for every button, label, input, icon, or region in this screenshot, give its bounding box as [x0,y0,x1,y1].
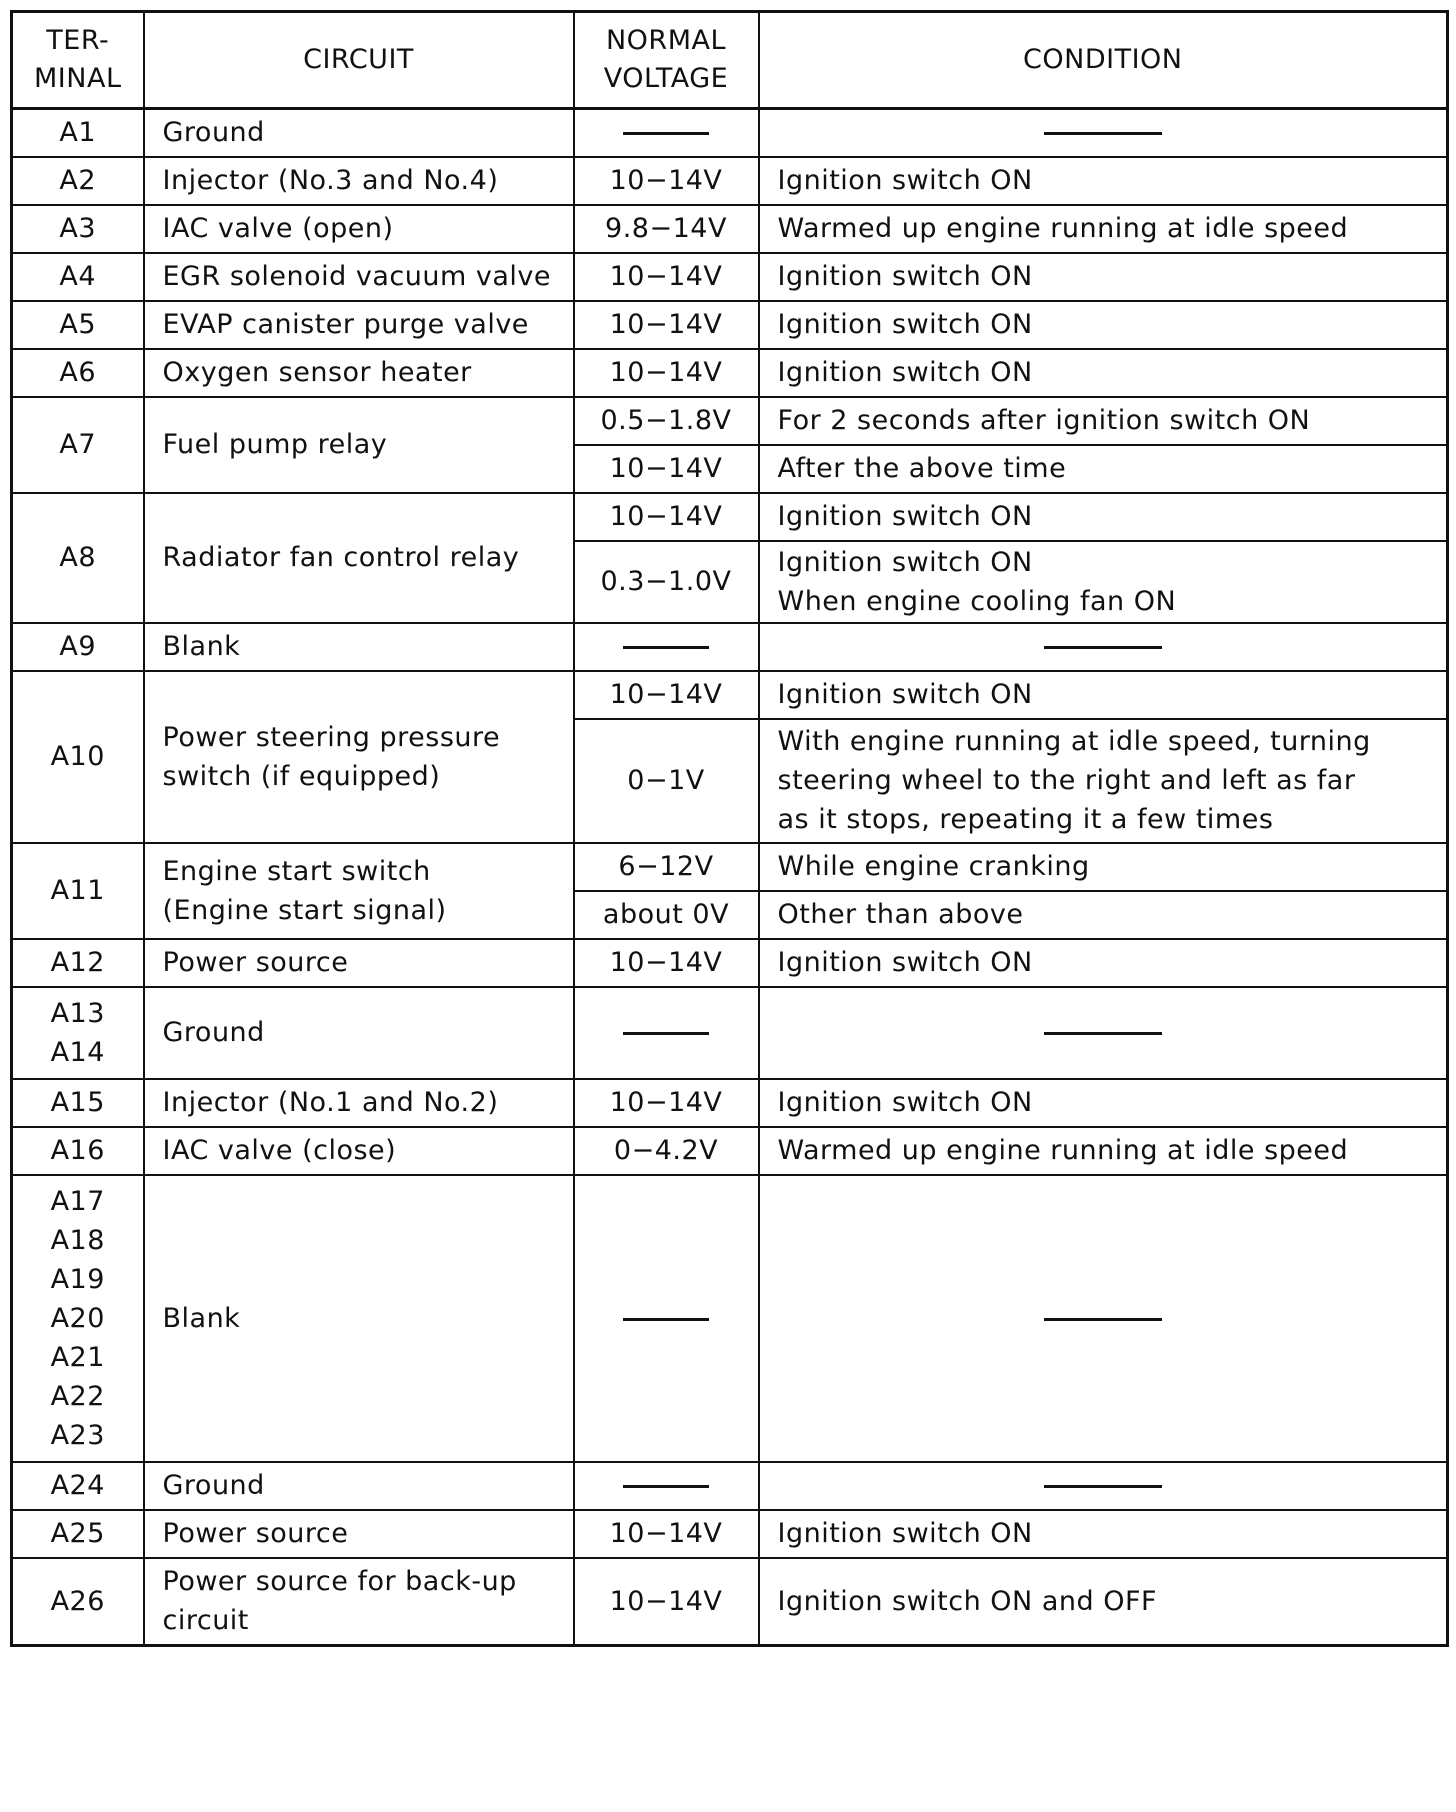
terminal-cell [12,349,144,397]
condition-cell: Ignition switch ON [759,253,1448,301]
condition-line: Ignition switch ON [777,546,1033,578]
voltage-cell: 0.5−1.8V [574,397,759,445]
not-applicable-dash [623,646,709,649]
condition-line: With engine running at idle speed, turning [777,726,1371,757]
table-row [12,843,1448,891]
terminal-id: A2 [59,165,97,196]
condition-cell [759,623,1448,671]
voltage-cell: 6−12V [574,843,759,891]
table-body [12,109,1448,1646]
condition-cell: Other than above [759,891,1448,939]
terminal-id: A21 [50,1341,105,1373]
voltage-cell: 9.8−14V [574,205,759,253]
terminal-id: A24 [50,1470,105,1501]
not-applicable-dash [1044,1032,1162,1035]
terminal-id: A14 [50,1036,105,1068]
table-row [12,1462,1448,1510]
voltage-cell: 0−1V [574,719,759,843]
terminal-id: A16 [50,1135,105,1166]
voltage-cell: 10−14V [574,301,759,349]
condition-line: When engine cooling fan ON [777,585,1177,617]
circuit-cell: Ground [144,109,574,157]
table-row [12,1558,1448,1646]
condition-cell [759,987,1448,1079]
circuit-cell: Injector (No.1 and No.2) [144,1079,574,1127]
voltage-cell: 10−14V [574,349,759,397]
circuit-cell: IAC valve (close) [144,1127,574,1175]
terminal-id: A19 [50,1263,105,1295]
terminal-id: A13 [50,997,105,1029]
header-voltage-line2: VOLTAGE [603,63,729,94]
terminal-id: A1 [59,117,97,149]
terminal-id: A22 [50,1380,105,1412]
circuit-cell: Ground [144,987,574,1079]
condition-cell: Warmed up engine running at idle speed [759,1127,1448,1175]
terminal-id: A10 [50,741,105,772]
circuit-cell: Power source [144,939,574,987]
condition-cell [759,1462,1448,1510]
condition-cell: While engine cranking [759,843,1448,891]
terminal-id: A9 [59,631,97,662]
terminal-cell [12,987,144,1079]
terminal-cell [12,939,144,987]
terminal-id: A7 [59,429,97,460]
circuit-cell [144,671,574,843]
condition-cell [759,719,1448,843]
terminal-id: A11 [50,875,105,906]
circuit-cell: Injector (No.3 and No.4) [144,157,574,205]
terminal-id: A26 [50,1585,105,1617]
circuit-cell: Power source [144,1510,574,1558]
not-applicable-dash [623,132,709,135]
voltage-cell: 0.3−1.0V [574,541,759,623]
terminal-cell [12,157,144,205]
circuit-line: Engine start switch [162,855,431,887]
terminal-cell [12,623,144,671]
table-row [12,157,1448,205]
condition-cell: Warmed up engine running at idle speed [759,205,1448,253]
condition-cell: Ignition switch ON [759,493,1448,541]
not-applicable-dash [1044,1318,1162,1321]
circuit-cell: Oxygen sensor heater [144,349,574,397]
header-terminal-line2: MINAL [34,63,122,94]
header-voltage-line1: NORMAL [605,25,727,56]
terminal-cell [12,397,144,493]
table-row [12,397,1448,445]
terminal-cell [12,301,144,349]
condition-cell: Ignition switch ON [759,349,1448,397]
condition-cell: Ignition switch ON [759,157,1448,205]
voltage-cell: 10−14V [574,493,759,541]
terminal-cell [12,1558,144,1646]
condition-cell: After the above time [759,445,1448,493]
terminal-cell [12,109,144,157]
terminal-id: A4 [59,261,97,292]
header-terminal-line1: TER- [46,25,110,56]
voltage-cell [574,623,759,671]
voltage-cell: 10−14V [574,1510,759,1558]
circuit-line: (Engine start signal) [162,894,447,926]
table-row [12,1510,1448,1558]
circuit-cell: EVAP canister purge valve [144,301,574,349]
voltage-cell [574,1462,759,1510]
circuit-line: switch (if equipped) [162,760,441,792]
not-applicable-dash [623,1318,709,1321]
table-row [12,301,1448,349]
condition-cell [759,109,1448,157]
terminal-cell [12,1127,144,1175]
voltage-cell [574,109,759,157]
circuit-cell: EGR solenoid vacuum valve [144,253,574,301]
terminal-id: A5 [59,309,97,340]
voltage-cell [574,1175,759,1462]
table-row [12,253,1448,301]
table-row [12,623,1448,671]
terminal-id: A6 [59,357,97,388]
voltage-cell: 10−14V [574,1079,759,1127]
not-applicable-dash [1044,132,1162,135]
condition-cell: Ignition switch ON [759,301,1448,349]
circuit-cell [144,843,574,939]
header-condition: CONDITION [759,12,1448,109]
circuit-line: Power source for back-up [162,1566,517,1598]
voltage-cell: 10−14V [574,671,759,719]
terminal-id: A12 [50,947,105,978]
terminal-id: A20 [50,1302,105,1334]
voltage-cell: 10−14V [574,1558,759,1646]
condition-cell: Ignition switch ON [759,1510,1448,1558]
terminal-id: A8 [59,542,97,573]
condition-cell: Ignition switch ON and OFF [759,1558,1448,1646]
circuit-cell: Blank [144,623,574,671]
terminal-id: A23 [50,1419,105,1451]
condition-cell: Ignition switch ON [759,671,1448,719]
condition-cell: For 2 seconds after ignition switch ON [759,397,1448,445]
condition-cell: Ignition switch ON [759,939,1448,987]
circuit-cell: Fuel pump relay [144,397,574,493]
circuit-cell: Radiator fan control relay [144,493,574,623]
table-row [12,109,1448,157]
table-row [12,987,1448,1079]
terminal-voltage-table [10,10,1449,1647]
circuit-cell [144,1558,574,1646]
condition-line: steering wheel to the right and left as far [777,765,1356,796]
table-row [12,671,1448,719]
terminal-id: A15 [50,1087,105,1118]
table-row [12,349,1448,397]
terminal-id: A25 [50,1518,105,1549]
terminal-cell [12,253,144,301]
table-row [12,1175,1448,1462]
not-applicable-dash [1044,1485,1162,1488]
table-row [12,939,1448,987]
terminal-cell [12,1462,144,1510]
voltage-cell [574,987,759,1079]
header-voltage [574,12,759,109]
table-row [12,205,1448,253]
circuit-line: circuit [162,1605,249,1637]
circuit-cell: IAC valve (open) [144,205,574,253]
terminal-id: A17 [50,1185,105,1217]
terminal-cell [12,205,144,253]
circuit-cell: Blank [144,1175,574,1462]
voltage-cell: 0−4.2V [574,1127,759,1175]
table-row [12,1127,1448,1175]
condition-cell: Ignition switch ON [759,1079,1448,1127]
not-applicable-dash [623,1485,709,1488]
circuit-cell: Ground [144,1462,574,1510]
table-row [12,1079,1448,1127]
terminal-id: A3 [59,213,97,244]
voltage-cell: 10−14V [574,445,759,493]
voltage-cell: about 0V [574,891,759,939]
voltage-cell: 10−14V [574,253,759,301]
circuit-line: Power steering pressure [162,721,501,753]
terminal-cell [12,493,144,623]
not-applicable-dash [1044,646,1162,649]
not-applicable-dash [623,1032,709,1035]
header-terminal [12,12,144,109]
terminal-cell [12,1079,144,1127]
terminal-cell [12,1510,144,1558]
terminal-cell [12,1175,144,1462]
header-row [12,12,1448,109]
terminal-cell [12,671,144,843]
condition-cell [759,1175,1448,1462]
table-row [12,493,1448,541]
condition-line: as it stops, repeating it a few times [777,804,1274,835]
voltage-cell: 10−14V [574,939,759,987]
terminal-cell [12,843,144,939]
terminal-id: A18 [50,1224,105,1256]
header-circuit: CIRCUIT [144,12,574,109]
voltage-cell: 10−14V [574,157,759,205]
condition-cell [759,541,1448,623]
